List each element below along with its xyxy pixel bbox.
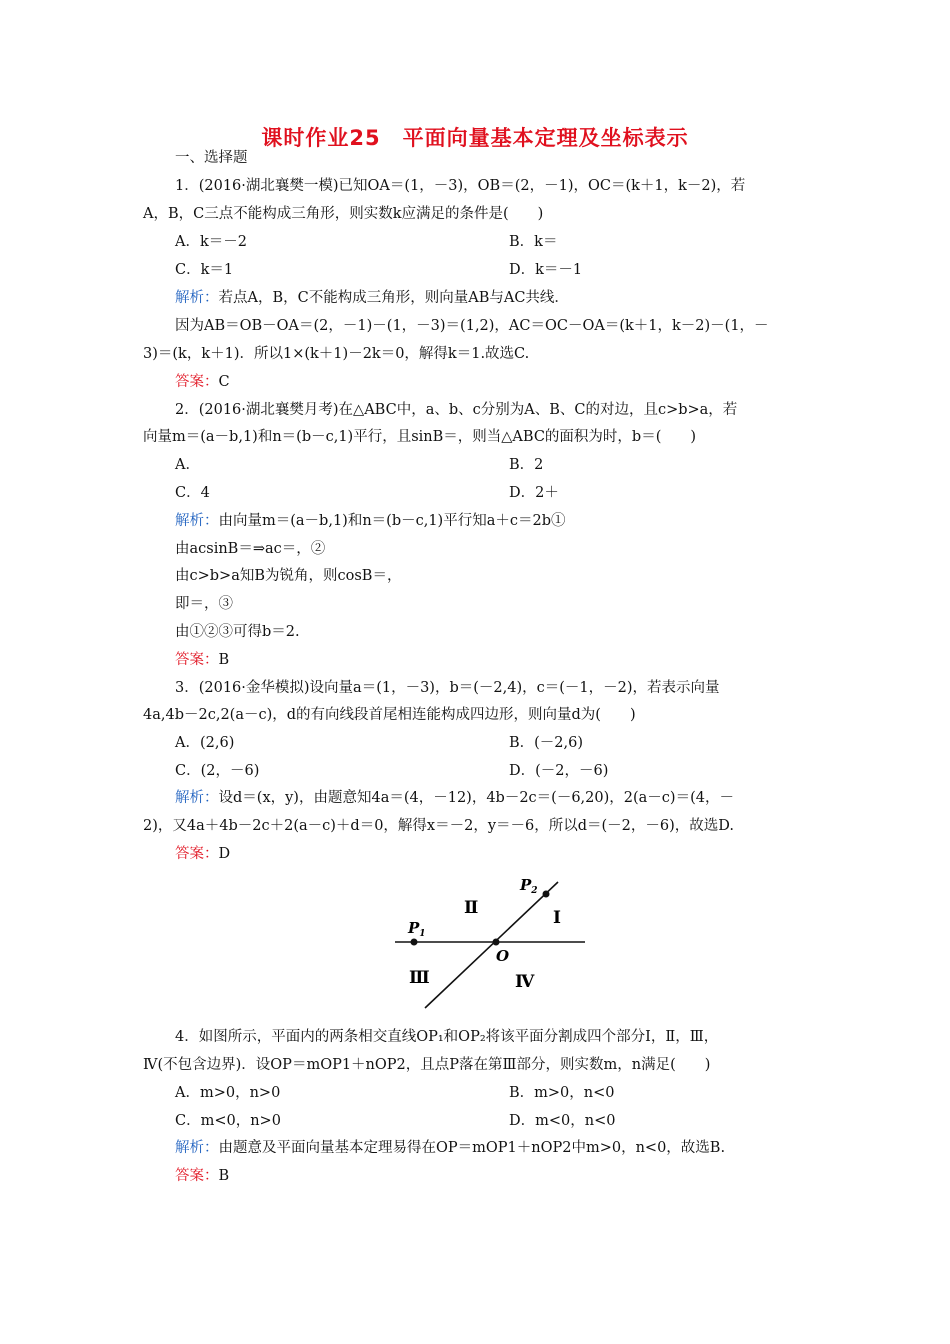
q2-analysis-line3: 由c>b>a知B为锐角，则cosB＝， bbox=[175, 568, 402, 584]
q1-option-c: C．k＝1 bbox=[175, 262, 234, 278]
q2-analysis-line1 bbox=[175, 512, 566, 530]
page-title: 课时作业25 平面向量基本定理及坐标表示 bbox=[261, 126, 689, 150]
q3-stem-line2: 4a,4b－2c,2(a－c)，d的有向线段首尾相连能构成四边形，则向量d为( ) bbox=[143, 707, 636, 723]
q4-option-b: B．m>0，n<0 bbox=[509, 1085, 615, 1101]
point-p1 bbox=[411, 939, 418, 946]
q2-option-c: C．4 bbox=[175, 485, 210, 501]
q2-option-a: A． bbox=[175, 457, 200, 473]
answer-label: 答案： bbox=[175, 1168, 219, 1184]
line-op2 bbox=[425, 882, 558, 1008]
q2-option-d: D．2＋ bbox=[509, 485, 559, 501]
q3-answer bbox=[175, 845, 230, 863]
q1-stem-line2: A，B，C三点不能构成三角形，则实数k应满足的条件是( ) bbox=[143, 206, 544, 222]
q2-analysis-line4: 即＝，③ bbox=[175, 596, 233, 612]
q2-analysis-text: 由向量m＝(a－b,1)和n＝(b－c,1)平行知a＋c＝2b① bbox=[218, 513, 566, 529]
q4-analysis-text: 由题意及平面向量基本定理易得在OP＝mOP1＋nOP2中m>0，n<0，故选B. bbox=[218, 1140, 726, 1156]
q1-answer-value: C bbox=[218, 374, 230, 390]
q2-stem-line2: 向量m＝(a－b,1)和n＝(b－c,1)平行，且sinB＝，则当△ABC的面积为时，b＝( ) bbox=[143, 429, 697, 445]
region-ii-label: Ⅱ bbox=[464, 898, 479, 918]
analysis-label: 解析： bbox=[175, 1140, 219, 1156]
q4-answer-value: B bbox=[218, 1168, 230, 1184]
q2-answer-value: B bbox=[218, 652, 230, 668]
analysis-label: 解析： bbox=[175, 790, 219, 806]
region-iii-label: Ⅲ bbox=[409, 968, 430, 988]
analysis-label: 解析： bbox=[175, 513, 219, 529]
analysis-label: 解析： bbox=[175, 290, 219, 306]
region-i-label: Ⅰ bbox=[553, 908, 561, 928]
answer-label: 答案： bbox=[175, 846, 219, 862]
q2-option-b: B．2 bbox=[509, 457, 544, 473]
q1-analysis-line3: 3)＝(k，k＋1)．所以1×(k＋1)－2k＝0，解得k＝1.故选C. bbox=[143, 346, 530, 362]
q2-answer bbox=[175, 651, 229, 669]
label-p2: $P_2$ bbox=[520, 876, 538, 896]
q1-option-b: B．k＝ bbox=[509, 234, 558, 250]
q1-analysis-line2: 因为AB＝OB－OA＝(2，－1)－(1，－3)＝(1,2)，AC＝OC－OA＝(k＋1，k－2)－(1，－ bbox=[175, 318, 769, 334]
q1-analysis-line1 bbox=[175, 289, 569, 307]
q3-option-c: C．(2，－6) bbox=[175, 763, 260, 779]
q1-option-a: A．k＝－2 bbox=[175, 234, 247, 250]
q4-option-c: C．m<0，n>0 bbox=[175, 1113, 281, 1129]
q2-stem-line1: 2．(2016·湖北襄樊月考)在△ABC中，a、b、c分别为A、B、C的对边，且c>b>a，若 bbox=[175, 402, 738, 418]
q1-option-d: D．k＝－1 bbox=[509, 262, 583, 278]
region-iv-label: Ⅳ bbox=[515, 972, 535, 992]
q4-answer bbox=[175, 1167, 229, 1185]
q1-analysis-text: 若点A，B，C不能构成三角形，则向量AB与AC共线． bbox=[218, 290, 569, 306]
q2-analysis-line5: 由①②③可得b＝2. bbox=[175, 624, 300, 640]
q2-analysis-line2: 由acsinB＝⇒ac＝，② bbox=[175, 541, 326, 557]
q3-answer-value: D bbox=[218, 846, 231, 862]
label-o: O bbox=[496, 947, 510, 965]
q3-stem-line1: 3．(2016·金华模拟)设向量a＝(1，－3)，b＝(－2,4)，c＝(－1，－2)，若表示向量 bbox=[175, 680, 720, 696]
q3-option-b: B．(－2,6) bbox=[509, 735, 584, 751]
q4-analysis-line1 bbox=[175, 1139, 725, 1157]
point-o bbox=[493, 939, 500, 946]
answer-label: 答案： bbox=[175, 652, 219, 668]
q4-stem-line1: 4．如图所示，平面内的两条相交直线OP₁和OP₂将该平面分割成四个部分Ⅰ，Ⅱ，Ⅲ， bbox=[175, 1029, 719, 1045]
q4-option-d: D．m<0，n<0 bbox=[509, 1113, 616, 1129]
label-p1: $P_1$ bbox=[408, 919, 426, 939]
intersecting-lines-figure bbox=[390, 870, 590, 1015]
q4-option-a: A．m>0，n>0 bbox=[175, 1085, 281, 1101]
point-p2 bbox=[543, 891, 550, 898]
q1-answer bbox=[175, 373, 230, 391]
section-heading: 一、选择题 bbox=[175, 150, 248, 166]
q1-stem-line1: 1．(2016·湖北襄樊一模)已知OA＝(1，－3)，OB＝(2，－1)，OC＝(k＋1，k－2)，若 bbox=[175, 178, 746, 194]
q4-stem-line2: Ⅳ(不包含边界)．设OP＝mOP1＋nOP2，且点P落在第Ⅲ部分，则实数m，n满足( ) bbox=[143, 1057, 711, 1073]
q3-option-d: D．(－2，－6) bbox=[509, 763, 609, 779]
q3-analysis-text: 设d＝(x，y)，由题意知4a＝(4，－12)，4b－2c＝(－6,20)，2(a－c)＝(4，－ bbox=[218, 790, 734, 806]
q3-analysis-line1 bbox=[175, 789, 734, 807]
answer-label: 答案： bbox=[175, 374, 219, 390]
q3-analysis-line2: 2)，又4a＋4b－2c＋2(a－c)＋d＝0，解得x＝－2，y＝－6，所以d＝(－2，－6)，故选D. bbox=[143, 818, 735, 834]
q3-option-a: A．(2,6) bbox=[175, 735, 235, 751]
